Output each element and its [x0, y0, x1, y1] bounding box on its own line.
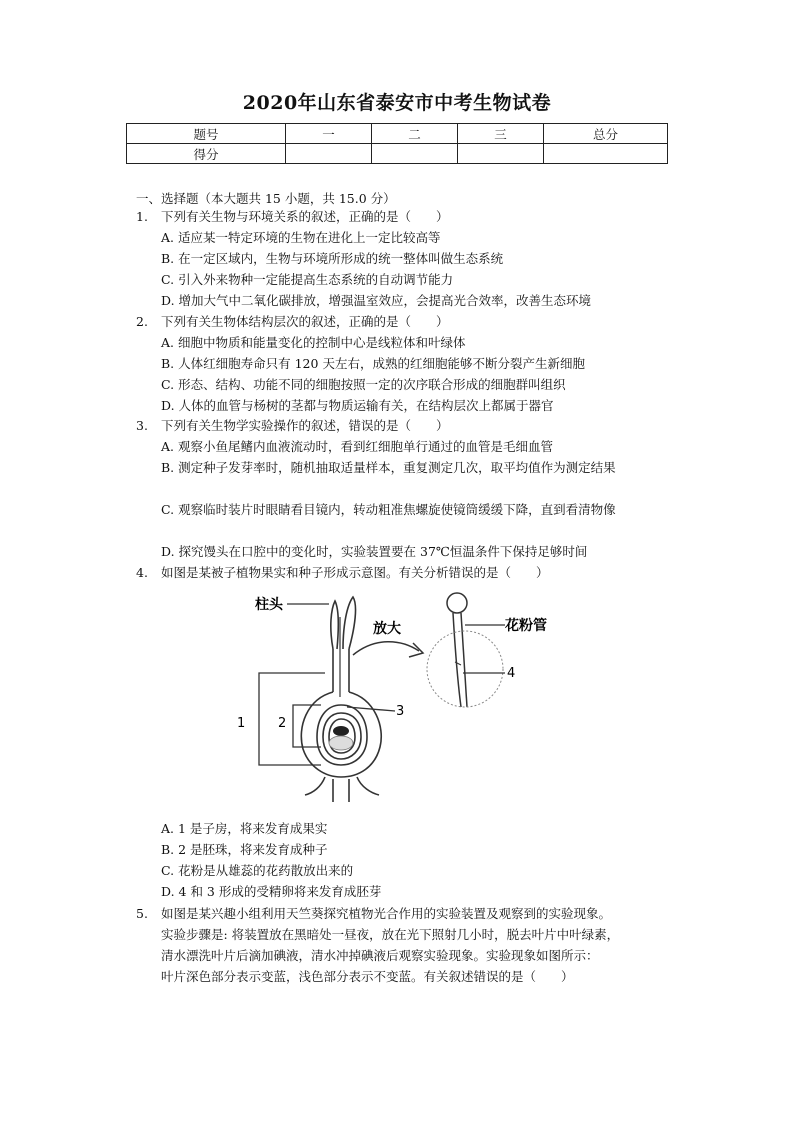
- score-cell: 总分: [544, 124, 668, 144]
- option-a: A. 细胞中物质和能量变化的控制中心是线粒体和叶绿体: [161, 335, 466, 350]
- question-number: 2.: [136, 314, 148, 329]
- score-cell: 得分: [127, 144, 286, 164]
- question-stem: 如图是某被子植物果实和种子形成示意图。有关分析错误的是（ ）: [161, 565, 549, 580]
- label-pollen-tube: 花粉管: [505, 618, 547, 634]
- question-number: 5.: [136, 906, 148, 921]
- label-1: 1: [237, 716, 246, 731]
- label-stigma: 柱头: [255, 597, 283, 613]
- page-title: 2020年山东省泰安市中考生物试卷: [242, 92, 552, 114]
- pistil-drawing: [301, 597, 381, 802]
- question-stem-line-4: 叶片深色部分表示变蓝，浅色部分表示不变蓝。有关叙述错误的是（ ）: [161, 969, 574, 984]
- question-stem-line-1: 如图是某兴趣小组利用天竺葵探究植物光合作用的实验装置及观察到的实验现象。: [161, 906, 612, 921]
- label-magnify: 放大: [373, 621, 401, 637]
- central-cell: [329, 736, 353, 750]
- option-a: A. 观察小鱼尾鳍内血液流动时，看到红细胞单行通过的血管是毛细血管: [161, 439, 553, 454]
- option-c: C. 形态、结构、功能不同的细胞按照一定的次序联合形成的细胞群叫组织: [161, 377, 566, 392]
- option-a: A. 1 是子房，将来发育成果实: [161, 821, 328, 836]
- question-stem: 下列有关生物学实验操作的叙述，错误的是（ ）: [161, 418, 449, 433]
- option-b: B. 人体红细胞寿命只有 120 天左右，成熟的红细胞能够不断分裂产生新细胞: [161, 356, 585, 371]
- score-cell: 题号: [127, 124, 286, 144]
- magnify-arrow: [353, 642, 419, 655]
- question-stem: 下列有关生物体结构层次的叙述，正确的是（ ）: [161, 314, 449, 329]
- score-table-header-row: [127, 124, 668, 144]
- option-a: A. 适应某一特定环境的生物在进化上一定比较高等: [161, 230, 441, 245]
- label-2: 2: [278, 716, 287, 731]
- option-d: D. 4 和 3 形成的受精卵将来发育成胚芽: [161, 884, 382, 899]
- option-b: B. 测定种子发芽率时，随机抽取适量样本，重复测定几次，取平均值作为测定结果: [161, 460, 616, 475]
- pollen-tube-drawing: [427, 593, 503, 707]
- option-d: D. 探究馒头在口腔中的变化时，实验装置要在 37℃恒温条件下保持足够时间: [161, 544, 588, 559]
- question-number: 1.: [136, 209, 148, 224]
- score-input-cell: [544, 144, 668, 164]
- option-b: B. 在一定区域内，生物与环境所形成的统一整体叫做生态系统: [161, 251, 504, 266]
- score-input-cell: [286, 144, 372, 164]
- score-cell: 二: [372, 124, 458, 144]
- question-stem-line-2: 实验步骤是: 将装置放在黑暗处一昼夜，放在光下照射几小时，脱去叶片中叶绿素，: [161, 927, 620, 942]
- label-3: 3: [396, 704, 405, 719]
- option-d: D. 人体的血管与杨树的茎都与物质运输有关，在结构层次上都属于器官: [161, 398, 554, 413]
- score-cell: 三: [458, 124, 544, 144]
- question-stem: 下列有关生物与环境关系的叙述，正确的是（ ）: [161, 209, 449, 224]
- fruit-seed-formation-figure: [225, 587, 565, 802]
- score-table: [126, 123, 668, 164]
- magnify-arrow-head: [409, 643, 423, 657]
- egg-cell-dot: [333, 726, 349, 736]
- score-input-cell: [372, 144, 458, 164]
- option-c: C. 观察临时装片时眼睛看目镜内，转动粗准焦螺旋使镜筒缓缓下降，直到看清物像: [161, 502, 616, 517]
- label-4: 4: [507, 666, 516, 681]
- question-stem-line-3: 清水漂洗叶片后滴加碘液，清水冲掉碘液后观察实验现象。实验现象如图所示：: [161, 948, 599, 963]
- score-cell: 一: [286, 124, 372, 144]
- section-header: 一、选择题（本大题共 15 小题，共 15.0 分）: [136, 191, 396, 206]
- option-c: C. 引入外来物种一定能提高生态系统的自动调节能力: [161, 272, 454, 287]
- score-input-cell: [458, 144, 544, 164]
- option-b: B. 2 是胚珠，将来发育成种子: [161, 842, 328, 857]
- question-number: 4.: [136, 565, 148, 580]
- option-c: C. 花粉是从雄蕊的花药散放出来的: [161, 863, 354, 878]
- question-number: 3.: [136, 418, 148, 433]
- score-table-score-row: [127, 144, 668, 164]
- option-d: D. 增加大气中二氧化碳排放，增强温室效应，会提高光合效率，改善生态环境: [161, 293, 592, 308]
